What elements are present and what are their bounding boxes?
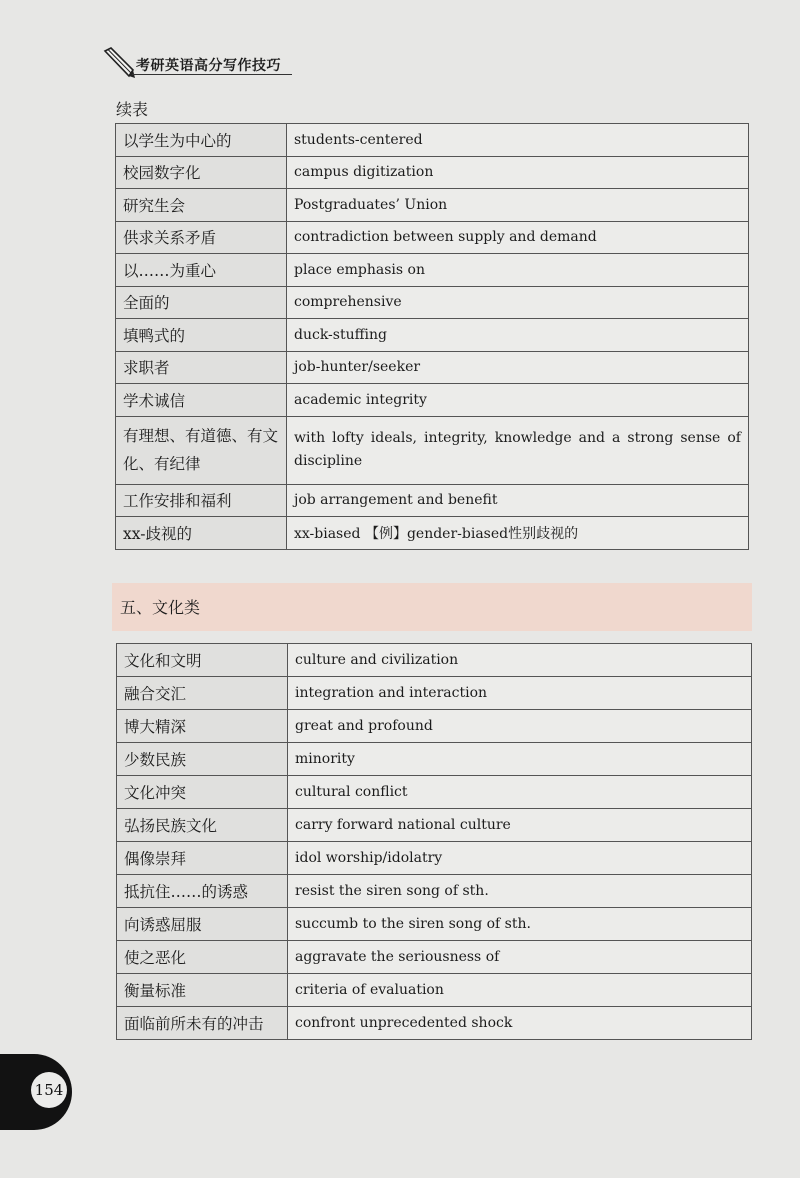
table-row xyxy=(116,416,749,484)
chinese-term: 融合交汇 xyxy=(117,677,288,710)
english-term: carry forward national culture xyxy=(288,809,752,842)
chinese-term: 衡量标准 xyxy=(117,974,288,1007)
culture-glossary-table xyxy=(116,643,752,1040)
continued-label: 续表 xyxy=(116,100,149,119)
table-row xyxy=(117,809,752,842)
table-row xyxy=(116,319,749,352)
chinese-term: 填鸭式的 xyxy=(116,319,287,352)
table-row xyxy=(116,124,749,157)
chinese-term: 向诱惑屈服 xyxy=(117,908,288,941)
chinese-term: 研究生会 xyxy=(116,189,287,222)
english-term: comprehensive xyxy=(287,286,749,319)
english-term: integration and interaction xyxy=(288,677,752,710)
header-title: 考研英语高分写作技巧 xyxy=(136,58,281,74)
english-term: Postgraduates’ Union xyxy=(287,189,749,222)
chinese-term: 偶像崇拜 xyxy=(117,842,288,875)
english-term: resist the siren song of sth. xyxy=(288,875,752,908)
chinese-term: 校园数字化 xyxy=(116,156,287,189)
english-term: cultural conflict xyxy=(288,776,752,809)
english-term: minority xyxy=(288,743,752,776)
english-term: xx-biased 【例】gender-biased性别歧视的 xyxy=(287,517,749,550)
table-row xyxy=(116,517,749,550)
table-row xyxy=(116,351,749,384)
english-term: with lofty ideals, integrity, knowledge and a strong sense of discipline xyxy=(287,416,749,484)
table-row xyxy=(117,875,752,908)
english-term: contradiction between supply and demand xyxy=(287,221,749,254)
table-row xyxy=(116,286,749,319)
english-term: academic integrity xyxy=(287,384,749,417)
chinese-term: 使之恶化 xyxy=(117,941,288,974)
chinese-term: 抵抗住……的诱惑 xyxy=(117,875,288,908)
chinese-term: 全面的 xyxy=(116,286,287,319)
page-number: 154 xyxy=(34,1081,64,1099)
glossary-table-continued xyxy=(115,123,749,550)
chinese-term: 学术诚信 xyxy=(116,384,287,417)
table-row xyxy=(116,484,749,517)
table-row xyxy=(116,189,749,222)
table-row xyxy=(116,156,749,189)
english-term: job arrangement and benefit xyxy=(287,484,749,517)
running-header xyxy=(102,46,292,80)
chinese-term: 博大精深 xyxy=(117,710,288,743)
english-term: aggravate the seriousness of xyxy=(288,941,752,974)
chinese-term: 面临前所未有的冲击 xyxy=(117,1007,288,1040)
table-row xyxy=(116,384,749,417)
table-row xyxy=(117,842,752,875)
table-row xyxy=(117,710,752,743)
chinese-term: 以……为重心 xyxy=(116,254,287,287)
header-rule xyxy=(132,74,292,75)
pencil-icon xyxy=(102,46,136,80)
english-term: students-centered xyxy=(287,124,749,157)
table-row xyxy=(117,974,752,1007)
section-title: 五、文化类 xyxy=(120,598,201,617)
table-row xyxy=(116,221,749,254)
chinese-term: 以学生为中心的 xyxy=(116,124,287,157)
table-row xyxy=(117,941,752,974)
english-term: place emphasis on xyxy=(287,254,749,287)
chinese-term: 供求关系矛盾 xyxy=(116,221,287,254)
chinese-term: 工作安排和福利 xyxy=(116,484,287,517)
chinese-term: 有理想、有道德、有文化、有纪律 xyxy=(116,416,287,484)
english-term: job-hunter/seeker xyxy=(287,351,749,384)
english-term: great and profound xyxy=(288,710,752,743)
chinese-term: 求职者 xyxy=(116,351,287,384)
english-term: criteria of evaluation xyxy=(288,974,752,1007)
english-term: campus digitization xyxy=(287,156,749,189)
english-term: culture and civilization xyxy=(288,644,752,677)
english-term: duck-stuffing xyxy=(287,319,749,352)
english-term: idol worship/idolatry xyxy=(288,842,752,875)
chinese-term: 弘扬民族文化 xyxy=(117,809,288,842)
page-number-tab xyxy=(0,1050,78,1132)
chinese-term: 文化和文明 xyxy=(117,644,288,677)
chinese-term: 文化冲突 xyxy=(117,776,288,809)
english-term: confront unprecedented shock xyxy=(288,1007,752,1040)
chinese-term: xx-歧视的 xyxy=(116,517,287,550)
table-row xyxy=(117,644,752,677)
section-heading xyxy=(112,583,752,631)
table-row xyxy=(117,1007,752,1040)
english-term: succumb to the siren song of sth. xyxy=(288,908,752,941)
table-row xyxy=(117,908,752,941)
table-row xyxy=(117,677,752,710)
table-row xyxy=(117,776,752,809)
table-row xyxy=(117,743,752,776)
table-row xyxy=(116,254,749,287)
chinese-term: 少数民族 xyxy=(117,743,288,776)
